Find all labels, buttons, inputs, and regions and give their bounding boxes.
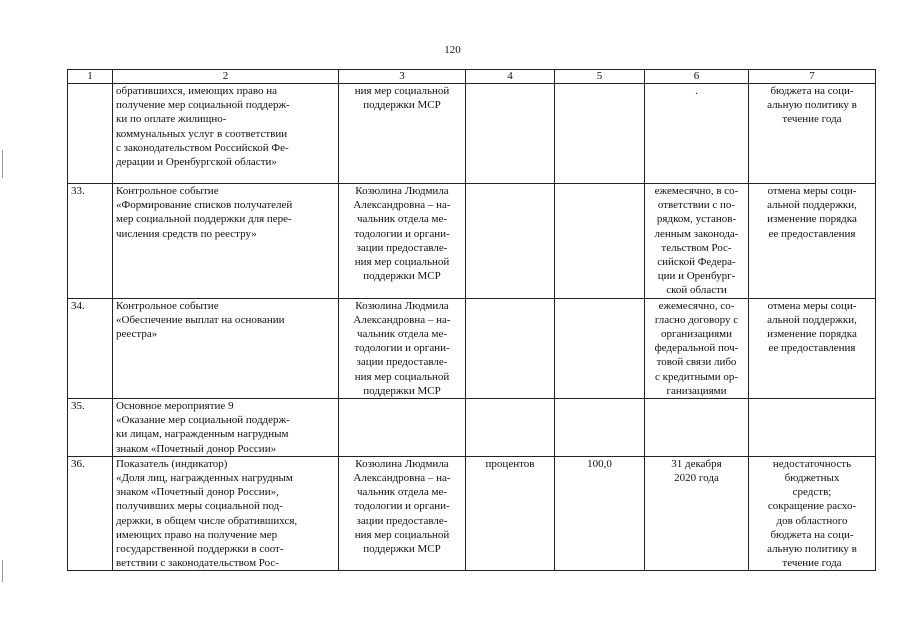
row-number-cell xyxy=(68,84,113,184)
cell-text-line: Козюлина Людмила xyxy=(355,185,449,197)
risk-cell xyxy=(749,84,876,184)
cell-text-line: «Обеспечение выплат на основании xyxy=(116,313,285,326)
cell-text-line: ния мер социальной xyxy=(354,85,450,97)
cell-text-line: ежемесячно, со- xyxy=(658,299,735,312)
measure-name-cell xyxy=(113,84,339,184)
value-cell xyxy=(555,399,645,457)
cell-text-line: коммунальных услуг в соответствии xyxy=(116,127,288,140)
measures-table xyxy=(67,69,876,571)
unit-cell xyxy=(466,184,555,299)
cell-text-line: сокращение расхо- xyxy=(767,500,857,513)
cell-text-line: реестра» xyxy=(116,328,158,341)
cell-text: процентов xyxy=(485,457,535,470)
cell-text-line: альной поддержки, xyxy=(767,313,857,326)
cell-text: 36. xyxy=(71,457,85,470)
scan-edge-mark xyxy=(2,150,3,178)
cell-text-line: ее предоставления xyxy=(768,227,856,240)
table-row xyxy=(68,184,876,299)
cell-text-line: «Оказание мер социальной поддерж- xyxy=(116,414,290,427)
cell-text-line: поддержки МСР xyxy=(363,543,441,556)
deadline-cell xyxy=(645,184,749,299)
deadline-cell xyxy=(645,298,749,398)
cell-text: 100,0 xyxy=(587,457,612,470)
cell-text-line: ки лицам, награжденным нагрудным xyxy=(116,428,289,441)
deadline-cell xyxy=(645,399,749,457)
responsible-cell xyxy=(339,399,466,457)
cell-text-line: тельством Рос- xyxy=(661,241,732,254)
cell-text-line: дов областного xyxy=(776,514,848,527)
table-row xyxy=(68,84,876,184)
cell-text-line: ответствии с по- xyxy=(657,199,736,212)
cell-text-line: получивших меры социальной под- xyxy=(116,500,283,513)
responsible-cell xyxy=(339,84,466,184)
cell-text-line: течение года xyxy=(782,113,842,126)
cell-text-line: дерации и Оренбургской области» xyxy=(116,156,277,169)
row-number-cell xyxy=(68,456,113,571)
cell-text-line: Козюлина Людмила xyxy=(355,457,449,470)
unit-cell xyxy=(466,399,555,457)
cell-text-line: с законодательством Российской Фе- xyxy=(116,141,289,154)
cell-text-line: 2020 года xyxy=(674,472,719,485)
value-cell xyxy=(555,84,645,184)
cell-text-line: недостаточность xyxy=(772,457,852,470)
cell-text-line: ской области xyxy=(666,284,727,297)
cell-text-line: Контрольное событие xyxy=(116,299,219,312)
table-row xyxy=(68,399,876,457)
cell-text-line: обратившихся, имеющих право на xyxy=(116,85,278,97)
cell-text-line: поддержки МСР xyxy=(363,384,441,397)
cell-text-line: государственной поддержки в соот- xyxy=(116,543,284,556)
cell-text-line: чальник отдела ме- xyxy=(356,328,447,341)
risk-cell xyxy=(749,399,876,457)
cell-text-line: ее предоставления xyxy=(768,342,856,355)
cell-text-line: знаком «Почетный донор России» xyxy=(116,442,277,455)
cell-text-line: рядком, установ- xyxy=(656,213,737,226)
cell-text-line: «Доля лиц, награжденных нагрудным xyxy=(116,472,293,485)
row-number-cell xyxy=(68,399,113,457)
table-row xyxy=(68,456,876,571)
measure-name-cell xyxy=(113,399,339,457)
scan-edge-mark xyxy=(2,560,3,582)
cell-text-line: альной поддержки, xyxy=(767,199,857,212)
cell-text-line: знаком «Почетный донор России», xyxy=(116,486,279,499)
column-number: 5 xyxy=(555,70,645,84)
unit-cell xyxy=(466,84,555,184)
cell-text-line: ния мер социальной xyxy=(354,528,450,541)
cell-text-line: Александровна – на- xyxy=(353,199,451,212)
measure-name-cell xyxy=(113,184,339,299)
cell-text-line: числения средств по реестру» xyxy=(116,227,257,240)
cell-text-line: изменение порядка xyxy=(767,213,857,226)
cell-text-line: бюджета на соци- xyxy=(770,85,854,97)
cell-text-line: бюджета на соци- xyxy=(770,528,854,541)
cell-text-line: с кредитными ор- xyxy=(654,370,739,383)
cell-text-line: ния мер социальной xyxy=(354,370,450,383)
cell-text-line: отмена меры соци- xyxy=(767,299,857,312)
column-number: 1 xyxy=(68,70,113,84)
cell-text-line: Александровна – на- xyxy=(353,313,451,326)
responsible-cell xyxy=(339,456,466,571)
cell-text-line: чальник отдела ме- xyxy=(356,213,447,226)
cell-text-line: ки по оплате жилищно- xyxy=(116,113,227,126)
cell-text-line: изменение порядка xyxy=(767,328,857,341)
cell-text-line: организациями xyxy=(660,328,733,341)
cell-text-line: ленным законода- xyxy=(654,227,739,240)
cell-text-line: тодологии и органи- xyxy=(354,342,450,355)
cell-text-line: течение года xyxy=(782,557,842,570)
cell-text-line: ции и Оренбург- xyxy=(657,270,736,283)
row-number-cell xyxy=(68,298,113,398)
table-row xyxy=(68,298,876,398)
risk-cell xyxy=(749,456,876,571)
cell-text-line: тодологии и органи- xyxy=(354,227,450,240)
cell-text-line: чальник отдела ме- xyxy=(356,486,447,499)
cell-text-line: поддержки МСР xyxy=(363,99,441,112)
cell-text-line: товой связи либо xyxy=(656,356,737,369)
cell-text-line: ния мер социальной xyxy=(354,256,450,269)
cell-text-line: ветствии с законодательством Рос- xyxy=(116,557,279,570)
measure-name-cell xyxy=(113,298,339,398)
cell-text-line: средств; xyxy=(792,486,832,499)
unit-cell xyxy=(466,456,555,571)
cell-text: 34. xyxy=(71,299,85,312)
column-number: 4 xyxy=(466,70,555,84)
value-cell xyxy=(555,298,645,398)
cell-text-line: альную политику в xyxy=(767,99,857,112)
cell-text-line: тодологии и органи- xyxy=(354,500,450,513)
deadline-cell xyxy=(645,456,749,571)
cell-text-line: зации предоставле- xyxy=(356,356,448,369)
column-number: 3 xyxy=(339,70,466,84)
cell-text-line: поддержки МСР xyxy=(363,270,441,283)
cell-text-line: Контрольное событие xyxy=(116,185,219,197)
cell-text-line: . xyxy=(695,85,698,97)
responsible-cell xyxy=(339,298,466,398)
value-cell xyxy=(555,456,645,571)
column-number-row xyxy=(68,70,876,84)
cell-text-line: ганизациями xyxy=(666,384,727,397)
risk-cell xyxy=(749,184,876,299)
unit-cell xyxy=(466,298,555,398)
column-number: 6 xyxy=(645,70,749,84)
row-number-cell xyxy=(68,184,113,299)
cell-text-line: отмена меры соци- xyxy=(767,185,857,197)
column-number: 2 xyxy=(113,70,339,84)
cell-text-line: получение мер социальной поддерж- xyxy=(116,99,290,112)
cell-text-line: ежемесячно, в со- xyxy=(654,185,739,197)
cell-text: 33. xyxy=(71,185,85,197)
cell-text-line: бюджетных xyxy=(784,472,840,485)
cell-text-line: 31 декабря xyxy=(671,457,722,470)
cell-text-line: «Формирование списков получателей xyxy=(116,199,293,212)
cell-text-line: держки, в общем числе обратившихся, xyxy=(116,514,298,527)
column-number: 7 xyxy=(749,70,876,84)
cell-text-line: Александровна – на- xyxy=(353,472,451,485)
cell-text-line: мер социальной поддержки для пере- xyxy=(116,213,292,226)
cell-text-line: зации предоставле- xyxy=(356,241,448,254)
value-cell xyxy=(555,184,645,299)
deadline-cell xyxy=(645,84,749,184)
risk-cell xyxy=(749,298,876,398)
cell-text-line: имеющих право на получение мер xyxy=(116,528,278,541)
cell-text-line: Основное мероприятие 9 xyxy=(116,400,234,413)
cell-text: 35. xyxy=(71,400,85,413)
page-number: 120 xyxy=(444,44,461,56)
cell-text-line: гласно договору с xyxy=(654,313,739,326)
cell-text-line: зации предоставле- xyxy=(356,514,448,527)
cell-text-line: Показатель (индикатор) xyxy=(116,457,228,470)
responsible-cell xyxy=(339,184,466,299)
cell-text-line: сийской Федера- xyxy=(657,256,736,269)
cell-text-line: альную политику в xyxy=(767,543,857,556)
cell-text-line: Козюлина Людмила xyxy=(355,299,449,312)
cell-text-line: федеральной поч- xyxy=(654,342,739,355)
measure-name-cell xyxy=(113,456,339,571)
